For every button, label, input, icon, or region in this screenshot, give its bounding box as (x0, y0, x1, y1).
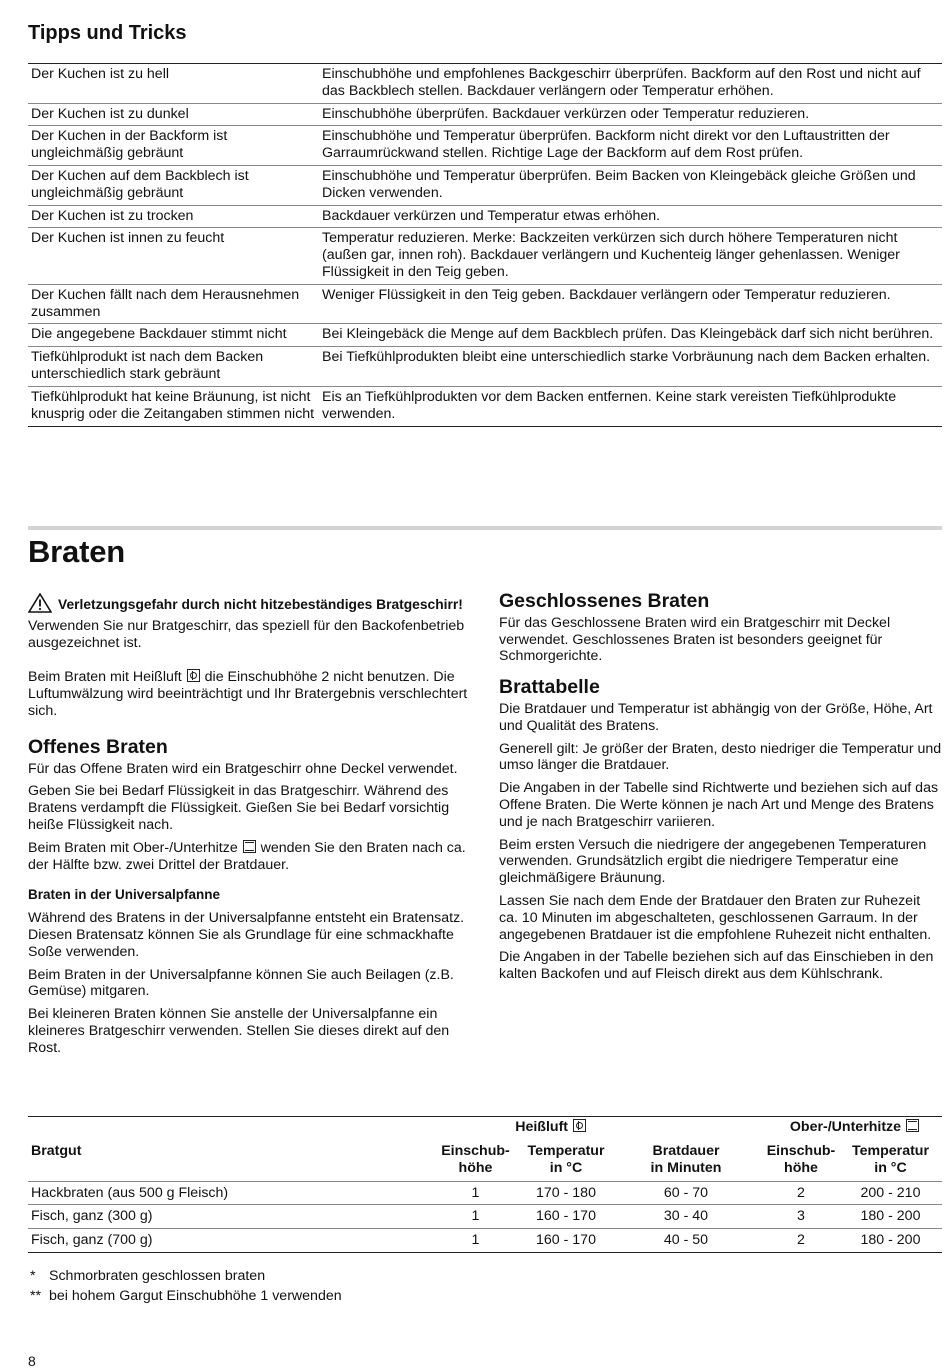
footnote-text: Schmorbraten geschlossen braten (49, 1268, 266, 1284)
cell-e1: 1 (428, 1181, 523, 1205)
cell-dauer: 30 - 40 (609, 1205, 763, 1229)
group-ober-unterhitze: Ober-/Unterhitze (763, 1117, 942, 1142)
col-einschub-heissluft: Einschub- höhe (441, 1143, 510, 1176)
universal-p3: Bei kleineren Braten können Sie anstelle der Universalpfanne ein kleineres Bratgeschirr verwenden. Stellen Sie dieses direkt auf den Rost. (28, 1006, 450, 1056)
cell-item: Fisch, ganz (700 g) (28, 1229, 428, 1253)
problem-cell: Der Kuchen ist zu trocken (28, 205, 319, 228)
footnote-mark: ** (30, 1288, 42, 1304)
solution-cell: Einschubhöhe und Temperatur überprüfen. Backform nicht direkt vor den Luftaustritten der Garraumrückwand stellen. Richtige Lage der Backform auf dem Rost prüfen. (319, 126, 942, 166)
problem-cell: Der Kuchen fällt nach dem Herausnehmen zusammen (28, 284, 319, 324)
solution-cell: Temperatur reduzieren. Merke: Backzeiten verkürzen sich durch höhere Temperaturen nicht (außen gar, innen roh). Backdauer verlängern und Kuchenteig länger gehenlassen. Weniger Flüssigkeit in den Teig geben. (319, 228, 942, 284)
table-row (28, 386, 942, 427)
cell-e2: 3 (763, 1205, 839, 1229)
cell-t2: 180 - 200 (839, 1205, 942, 1229)
offenes-braten-title: Offenes Braten (28, 735, 168, 758)
problem-cell: Der Kuchen ist innen zu feucht (28, 228, 319, 284)
problem-cell: Der Kuchen ist zu dunkel (28, 103, 319, 126)
warning-block (28, 593, 468, 651)
table-row (28, 324, 942, 347)
warning-title: Verletzungsgefahr durch nicht hitzebeständiges Bratgeschirr! (58, 597, 463, 612)
warning-triangle-icon (28, 593, 52, 618)
cell-e2: 2 (763, 1229, 839, 1253)
problem-cell: Der Kuchen in der Backform ist ungleichmäßig gebräunt (28, 126, 319, 166)
problem-cell: Tiefkühlprodukt hat keine Bräunung, ist nicht knusprig oder die Zeitangaben stimmen nicht (31, 388, 315, 422)
top-bottom-heat-icon (906, 1119, 919, 1132)
tips-table (28, 63, 942, 427)
solution-cell: Bei Tiefkühlprodukten bleibt eine unterschiedlich starke Vorbräunung nach dem Backen erhalten. (319, 347, 942, 387)
cell-t2: 200 - 210 (839, 1181, 942, 1205)
heissluft-note: Beim Braten mit Heißluft die Einschubhöhe 2 nicht benutzen. Die Luftumwälzung wird beeinträchtigt und Ihr Bratergebnis verschlechtert sich. (28, 669, 468, 719)
problem-cell: Die angegebene Backdauer stimmt nicht (28, 324, 319, 347)
brattabelle-p6: Die Angaben in der Tabelle beziehen sich auf das Einschieben in den kalten Backofen und auf Fleisch direkt aus dem Kühlschrank. (499, 949, 934, 983)
solution-cell: Bei Kleingebäck die Menge auf dem Backblech prüfen. Das Kleingebäck darf sich nicht berühren. (319, 324, 942, 347)
table-row (28, 64, 942, 104)
col-einschub-ou: Einschub- höhe (766, 1143, 836, 1176)
universal-p2: Beim Braten in der Universalpfanne können Sie auch Beilagen (z.B. Gemüse) mitgaren. (28, 966, 454, 1000)
col-temp-heissluft: Temperatur in °C (527, 1143, 605, 1176)
offenes-p1: Für das Offene Braten wird ein Bratgeschirr ohne Deckel verwendet. (28, 760, 458, 777)
offenes-p3: Beim Braten mit Ober-/Unterhitze wenden Sie den Braten nach ca. der Hälfte bzw. zwei Drittel der Bratdauer. (28, 839, 466, 873)
brattabelle-p2: Generell gilt: Je größer der Braten, desto niedriger die Temperatur und umso länger die Bratdauer. (499, 740, 942, 774)
cell-e2: 2 (763, 1181, 839, 1205)
cell-t1: 160 - 170 (523, 1229, 609, 1253)
universal-p1: Während des Bratens in der Universalpfanne entsteht ein Bratensatz. Diesen Bratensatz können Sie als Grundlage für eine schmackhafte Soße verwenden. (28, 910, 465, 960)
footnote-text: bei hohem Gargut Einschubhöhe 1 verwenden (49, 1288, 342, 1304)
geschlossen-p1: Für das Geschlossene Braten wird ein Bratgeschirr mit Deckel verwendet. Geschlossenes Braten ist besonders geeignet für Schmorgerichte. (499, 614, 891, 665)
footnotes (30, 1266, 342, 1306)
table-row (28, 103, 942, 126)
cell-t2: 180 - 200 (839, 1229, 942, 1253)
col-bratdauer: Bratdauer in Minuten (650, 1143, 722, 1176)
cell-dauer: 60 - 70 (609, 1181, 763, 1205)
problem-cell: Der Kuchen auf dem Backblech ist ungleichmäßig gebräunt (28, 165, 319, 205)
offenes-p2: Geben Sie bei Bedarf Flüssigkeit in das Bratgeschirr. Während des Bratens verdampft die Flüssigkeit. Gießen Sie bei Bedarf vorsichtig heiße Flüssigkeit nach. (28, 783, 450, 833)
brattabelle-p4: Beim ersten Versuch die niedrigere der angegebenen Temperaturen verwenden. Grundsätzlich ergibt die niedrigere Temperatur eine gleichmäßigere Bräunung. (499, 836, 927, 887)
right-column (499, 590, 942, 989)
brattabelle-p5: Lassen Sie nach dem Ende der Bratdauer den Braten zur Ruhezeit ca. 10 Minuten im abgeschalteten, geschlossenen Garraum. In der angegebenen Bratdauer ist die empfohlene Ruhezeit nicht enthalten. (499, 892, 932, 943)
table-row (28, 1229, 942, 1253)
solution-cell: Einschubhöhe und Temperatur überprüfen. Beim Backen von Kleingebäck gleiche Größen und Dicken verwenden. (319, 165, 942, 205)
table-row (28, 205, 942, 228)
col-bratgut: Bratgut (31, 1143, 82, 1159)
universal-title: Braten in der Universalpfanne (28, 887, 221, 903)
cell-dauer: 40 - 50 (609, 1229, 763, 1253)
solution-cell: Einschubhöhe und empfohlenes Backgeschirr überprüfen. Backform auf den Rost und nicht auf das Backblech stellen. Backdauer verlängern oder Temperatur erhöhen. (319, 64, 942, 104)
page-number: 8 (28, 1353, 36, 1369)
cell-e1: 1 (428, 1205, 523, 1229)
footnote (30, 1286, 342, 1306)
warning-text: Verwenden Sie nur Bratgeschirr, das speziell für den Backofenbetrieb ausgezeichnet ist. (28, 617, 465, 651)
footnote-mark: * (30, 1268, 36, 1284)
problem-cell: Der Kuchen ist zu hell (28, 64, 319, 104)
braten-title: Braten (28, 534, 125, 569)
footnote (30, 1266, 342, 1286)
table-row (28, 228, 942, 284)
section-divider (28, 526, 942, 530)
left-column (28, 593, 468, 1063)
solution-cell: Weniger Flüssigkeit in den Teig geben. Backdauer verlängern oder Temperatur reduzieren. (319, 284, 942, 324)
problem-cell: Tiefkühlprodukt ist nach dem Backen unterschiedlich stark gebräunt (28, 347, 319, 387)
geschlossenes-braten-title: Geschlossenes Braten (499, 590, 710, 612)
solution-cell: Eis an Tiefkühlprodukten vor dem Backen entfernen. Keine stark vereisten Tiefkühlprodukte verwenden. (322, 388, 897, 422)
cell-item: Hackbraten (aus 500 g Fleisch) (28, 1181, 428, 1205)
table-row (28, 165, 942, 205)
hot-air-fan-icon (187, 669, 200, 682)
cell-e1: 1 (428, 1229, 523, 1253)
group-heissluft: Heißluft (428, 1117, 609, 1142)
hot-air-fan-icon (573, 1119, 586, 1132)
table-row (28, 1181, 942, 1205)
cell-item: Fisch, ganz (300 g) (28, 1205, 428, 1229)
top-bottom-heat-icon (243, 840, 256, 853)
col-temp-ou: Temperatur in °C (852, 1143, 929, 1176)
table-row (28, 126, 942, 166)
solution-cell: Einschubhöhe überprüfen. Backdauer verkürzen oder Temperatur reduzieren. (319, 103, 942, 126)
cell-t1: 170 - 180 (523, 1181, 609, 1205)
tips-title: Tipps und Tricks (28, 22, 187, 44)
brattabelle-p1: Die Bratdauer und Temperatur ist abhängig von der Größe, Höhe, Art und Qualität des Bratens. (499, 700, 933, 734)
cell-t1: 160 - 170 (523, 1205, 609, 1229)
table-row (28, 347, 942, 387)
table-row (28, 284, 942, 324)
brattabelle-p3: Die Angaben in der Tabelle sind Richtwerte und beziehen sich auf das Offene Braten. Die Werte können je nach Art und Menge des Bratens und je nach Bratgeschirr variieren. (499, 780, 939, 830)
brattabelle-title: Brattabelle (499, 676, 600, 699)
solution-cell: Backdauer verkürzen und Temperatur etwas erhöhen. (319, 205, 942, 228)
roast-table (28, 1116, 942, 1253)
table-row (28, 1205, 942, 1229)
